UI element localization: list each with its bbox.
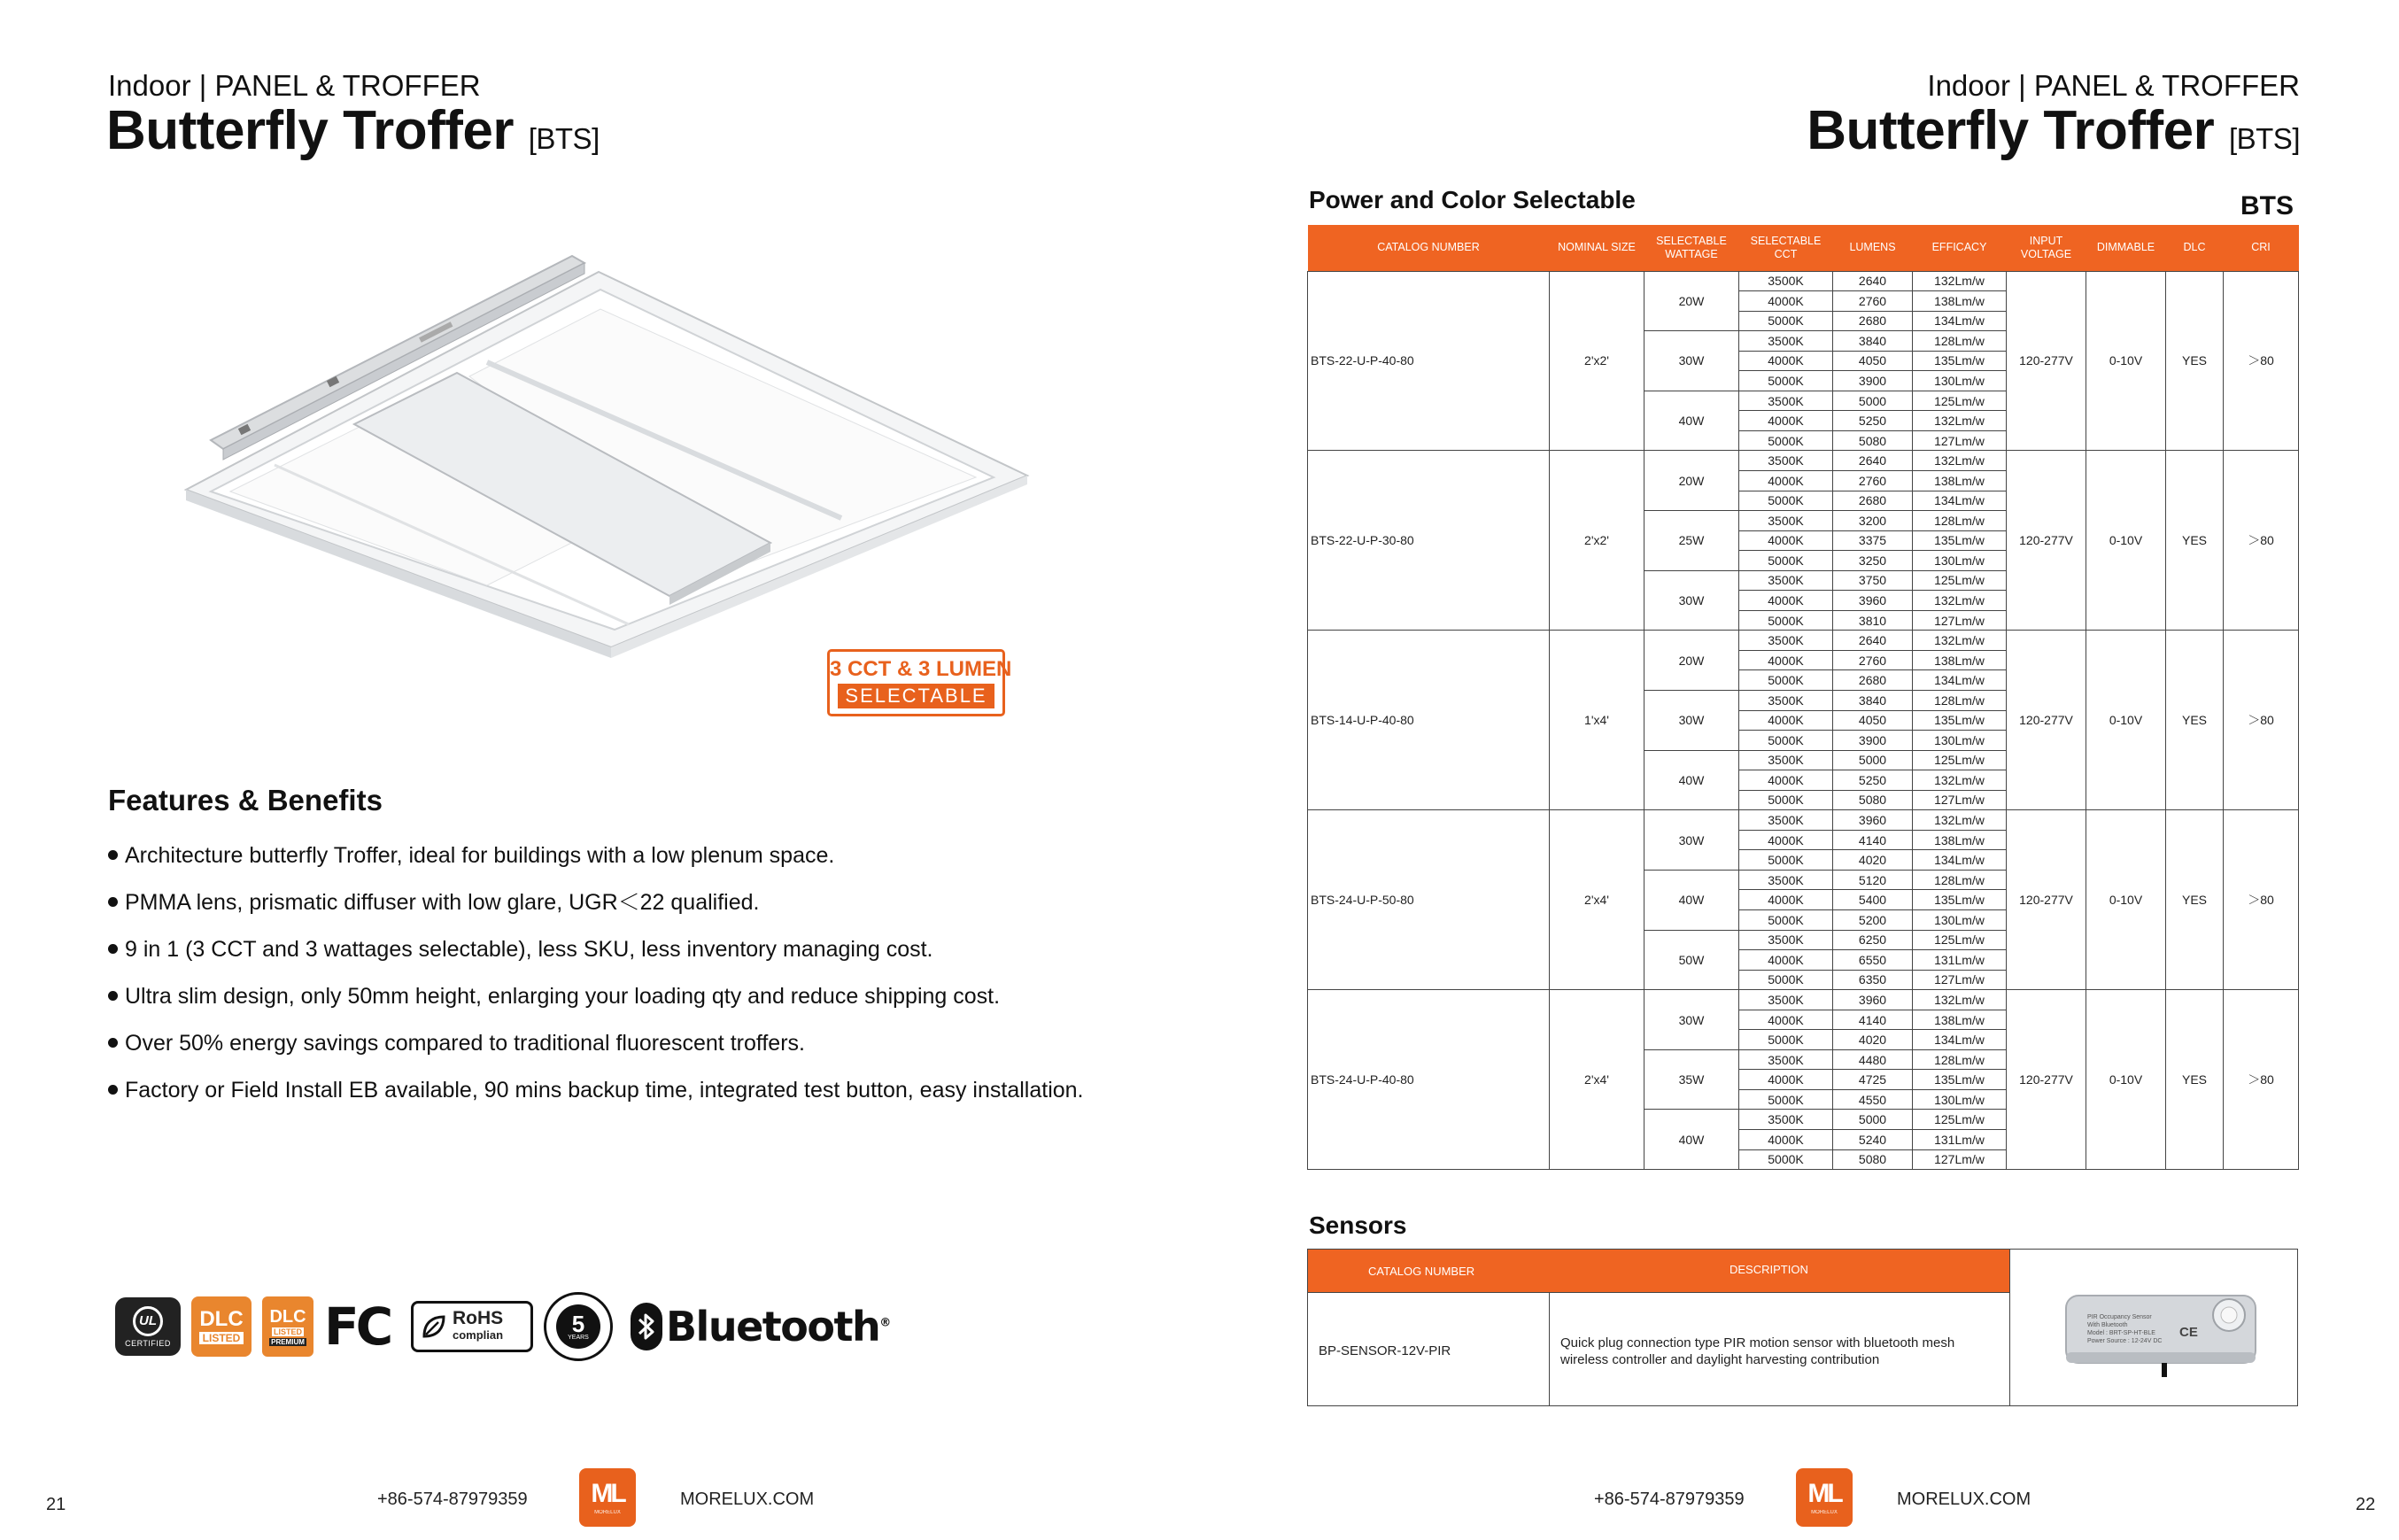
bullet-icon <box>108 991 118 1001</box>
efficacy-cell: 127Lm/w <box>1913 430 2007 451</box>
features-heading: Features & Benefits <box>108 784 383 816</box>
dimmable-cell: 0-10V <box>2086 990 2166 1170</box>
sensor-table <box>1307 1249 2298 1406</box>
input-voltage-cell: 120-277V <box>2007 631 2086 810</box>
lumens-cell: 2680 <box>1833 311 1913 331</box>
efficacy-cell: 134Lm/w <box>1913 670 2007 691</box>
certification-logos <box>115 1293 890 1360</box>
lumens-cell: 4020 <box>1833 850 1913 871</box>
left-phone: +86-574-87979359 <box>377 1490 528 1509</box>
cct-cell: 3500K <box>1739 451 1833 471</box>
dimmable-cell: 0-10V <box>2086 810 2166 990</box>
col-header: NOMINAL SIZE <box>1550 225 1644 271</box>
cct-cell: 4000K <box>1739 470 1833 491</box>
col-header: INPUT VOLTAGE <box>2007 225 2086 271</box>
spec-table <box>1307 225 2299 1170</box>
dlc-premium-sub: LISTED <box>273 1327 302 1336</box>
cct-cell: 3500K <box>1739 391 1833 411</box>
cct-cell: 4000K <box>1739 1010 1833 1030</box>
lumens-cell: 4550 <box>1833 1089 1913 1110</box>
dlc-premium-icon <box>262 1296 313 1357</box>
lumens-cell: 2680 <box>1833 670 1913 691</box>
feature-item <box>108 888 1171 935</box>
sensor-col-description: DESCRIPTION <box>1730 1263 1808 1276</box>
wattage-cell: 30W <box>1644 570 1739 631</box>
lumens-cell: 5080 <box>1833 1149 1913 1170</box>
lumens-cell: 5250 <box>1833 411 1913 431</box>
dlc-mark: DLC <box>199 1307 244 1331</box>
cct-cell: 5000K <box>1739 311 1833 331</box>
efficacy-cell: 125Lm/w <box>1913 1110 2007 1130</box>
cct-cell: 5000K <box>1739 970 1833 990</box>
efficacy-cell: 134Lm/w <box>1913 311 2007 331</box>
dlc-premium-mark: DLC <box>269 1306 306 1327</box>
sensors-heading: Sensors <box>1309 1211 1407 1239</box>
lumens-cell: 5400 <box>1833 890 1913 910</box>
lumens-cell: 5000 <box>1833 1110 1913 1130</box>
efficacy-cell: 132Lm/w <box>1913 990 2007 1010</box>
dlc-cell: YES <box>2166 810 2224 990</box>
col-header: DLC <box>2166 225 2224 271</box>
efficacy-cell: 125Lm/w <box>1913 391 2007 411</box>
col-header: CRI <box>2224 225 2299 271</box>
lumens-cell: 3900 <box>1833 731 1913 751</box>
efficacy-cell: 127Lm/w <box>1913 790 2007 810</box>
efficacy-cell: 135Lm/w <box>1913 890 2007 910</box>
catalog-number-cell: BTS-22-U-P-40-80 <box>1308 271 1550 451</box>
cct-cell: 4000K <box>1739 830 1833 850</box>
spec-row <box>1308 451 2299 471</box>
lumens-cell: 3200 <box>1833 511 1913 531</box>
efficacy-cell: 125Lm/w <box>1913 570 2007 591</box>
cct-cell: 5000K <box>1739 670 1833 691</box>
cct-cell: 4000K <box>1739 950 1833 971</box>
input-voltage-cell: 120-277V <box>2007 451 2086 631</box>
catalog-number-cell: BTS-24-U-P-40-80 <box>1308 990 1550 1170</box>
lumens-cell: 3750 <box>1833 570 1913 591</box>
cct-cell: 5000K <box>1739 491 1833 511</box>
lumens-cell: 2760 <box>1833 291 1913 312</box>
dlc-cell: YES <box>2166 271 2224 451</box>
dlc-sub: LISTED <box>199 1332 244 1344</box>
pir-sensor-icon <box>2061 1278 2264 1384</box>
left-title <box>106 99 600 162</box>
lumens-cell: 3840 <box>1833 331 1913 352</box>
lumens-cell: 2760 <box>1833 470 1913 491</box>
input-voltage-cell: 120-277V <box>2007 271 2086 451</box>
right-title <box>1807 99 2300 162</box>
cct-cell: 4000K <box>1739 710 1833 731</box>
cct-cell: 3500K <box>1739 930 1833 950</box>
lumens-cell: 6350 <box>1833 970 1913 990</box>
col-header: SELECTABLE CCT <box>1739 225 1833 271</box>
leaf-icon <box>421 1313 447 1340</box>
nominal-size-cell: 2'x2' <box>1550 271 1644 451</box>
ce-mark: CE <box>2179 1325 2198 1340</box>
efficacy-cell: 130Lm/w <box>1913 1089 2007 1110</box>
sensor-label-line: With Bluetooth <box>2087 1322 2128 1328</box>
dlc-cell: YES <box>2166 451 2224 631</box>
lumens-cell: 4050 <box>1833 710 1913 731</box>
sensor-description-line: Quick plug connection type PIR motion sensor with bluetooth mesh <box>1560 1335 1955 1350</box>
rohs-icon <box>411 1301 533 1352</box>
efficacy-cell: 135Lm/w <box>1913 351 2007 371</box>
lumens-cell: 5120 <box>1833 870 1913 890</box>
cct-cell: 4000K <box>1739 291 1833 312</box>
col-header: SELECTABLE WATTAGE <box>1644 225 1739 271</box>
lumens-cell: 4480 <box>1833 1049 1913 1070</box>
cct-cell: 3500K <box>1739 810 1833 831</box>
nominal-size-cell: 2'x4' <box>1550 990 1644 1170</box>
lumens-cell: 5240 <box>1833 1130 1913 1150</box>
lumens-cell: 3810 <box>1833 610 1913 631</box>
cct-cell: 4000K <box>1739 411 1833 431</box>
rohs-sub: complian <box>453 1328 504 1342</box>
cri-cell: ＞80 <box>2224 810 2299 990</box>
cct-cell: 4000K <box>1739 351 1833 371</box>
wattage-cell: 40W <box>1644 750 1739 810</box>
lumens-cell: 3250 <box>1833 551 1913 571</box>
warranty-years: 5 <box>571 1310 585 1337</box>
sensor-catalog-number: BP-SENSOR-12V-PIR <box>1319 1343 1451 1358</box>
feature-item <box>108 935 1171 982</box>
morelux-logo: ML MORELUX <box>1796 1468 1853 1527</box>
cct-cell: 3500K <box>1739 1110 1833 1130</box>
nominal-size-cell: 2'x2' <box>1550 451 1644 631</box>
lumens-cell: 3960 <box>1833 810 1913 831</box>
efficacy-cell: 132Lm/w <box>1913 631 2007 651</box>
efficacy-cell: 134Lm/w <box>1913 850 2007 871</box>
efficacy-cell: 130Lm/w <box>1913 731 2007 751</box>
cct-cell: 3500K <box>1739 870 1833 890</box>
ul-caption: CERTIFIED <box>125 1338 171 1348</box>
logo-text: ML <box>591 1478 624 1508</box>
lumens-cell: 5250 <box>1833 770 1913 791</box>
wattage-cell: 30W <box>1644 690 1739 750</box>
cct-cell: 5000K <box>1739 731 1833 751</box>
sensor-description <box>1560 1335 1954 1368</box>
lumens-cell: 2760 <box>1833 650 1913 670</box>
feature-item <box>108 982 1171 1029</box>
efficacy-cell: 130Lm/w <box>1913 371 2007 391</box>
dimmable-cell: 0-10V <box>2086 271 2166 451</box>
spec-row <box>1308 810 2299 831</box>
lumens-cell: 4140 <box>1833 830 1913 850</box>
cct-cell: 4000K <box>1739 890 1833 910</box>
cct-cell: 3500K <box>1739 1049 1833 1070</box>
cct-cell: 5000K <box>1739 371 1833 391</box>
efficacy-cell: 132Lm/w <box>1913 271 2007 291</box>
sensor-header-row <box>1308 1250 2009 1292</box>
cct-cell: 4000K <box>1739 1070 1833 1090</box>
efficacy-cell: 125Lm/w <box>1913 750 2007 770</box>
lumens-cell: 5200 <box>1833 910 1913 931</box>
dlc-listed-icon <box>191 1296 252 1357</box>
cct-cell: 5000K <box>1739 790 1833 810</box>
left-title-text: Butterfly Troffer <box>106 100 514 161</box>
lumens-cell: 6250 <box>1833 930 1913 950</box>
spec-row <box>1308 631 2299 651</box>
cct-cell: 4000K <box>1739 650 1833 670</box>
cri-cell: ＞80 <box>2224 451 2299 631</box>
sensor-col-catalog: CATALOG NUMBER <box>1368 1265 1475 1278</box>
feature-text: Architecture butterfly Troffer, ideal for buildings with a low plenum space. <box>125 843 835 868</box>
wattage-cell: 50W <box>1644 930 1739 990</box>
lumens-cell: 3960 <box>1833 990 1913 1010</box>
bluetooth-icon <box>631 1303 662 1350</box>
bullet-icon <box>108 1038 118 1048</box>
feature-text: Factory or Field Install EB available, 90 mins backup time, integrated test button, easy installation. <box>125 1078 1084 1103</box>
feature-item <box>108 841 1171 888</box>
bullet-icon <box>108 897 118 907</box>
cct-cell: 3500K <box>1739 570 1833 591</box>
wattage-cell: 30W <box>1644 810 1739 871</box>
catalog-number-cell: BTS-22-U-P-30-80 <box>1308 451 1550 631</box>
cct-cell: 5000K <box>1739 850 1833 871</box>
efficacy-cell: 134Lm/w <box>1913 491 2007 511</box>
efficacy-cell: 128Lm/w <box>1913 331 2007 352</box>
lumens-cell: 5080 <box>1833 790 1913 810</box>
efficacy-cell: 131Lm/w <box>1913 1130 2007 1150</box>
feature-text: Ultra slim design, only 50mm height, enlarging your loading qty and reduce shipping cost. <box>125 984 1001 1009</box>
right-page-number: 22 <box>2356 1495 2376 1514</box>
efficacy-cell: 128Lm/w <box>1913 870 2007 890</box>
efficacy-cell: 127Lm/w <box>1913 610 2007 631</box>
pir-sensor-image <box>2061 1278 2264 1384</box>
cct-cell: 4000K <box>1739 770 1833 791</box>
lumens-cell: 4725 <box>1833 1070 1913 1090</box>
cct-cell: 4000K <box>1739 1130 1833 1150</box>
lumens-cell: 5080 <box>1833 430 1913 451</box>
bullet-icon <box>108 944 118 954</box>
series-label: BTS <box>2240 191 2294 221</box>
cct-cell: 3500K <box>1739 750 1833 770</box>
cct-lumen-selectable-badge <box>827 649 1012 716</box>
wattage-cell: 40W <box>1644 391 1739 451</box>
cct-cell: 4000K <box>1739 591 1833 611</box>
efficacy-cell: 138Lm/w <box>1913 1010 2007 1030</box>
lumens-cell: 2680 <box>1833 491 1913 511</box>
cct-cell: 5000K <box>1739 1149 1833 1170</box>
lumens-cell: 2640 <box>1833 451 1913 471</box>
col-header: EFFICACY <box>1913 225 2007 271</box>
right-title-text: Butterfly Troffer <box>1807 100 2215 161</box>
right-subtitle: Indoor | PANEL & TROFFER <box>1927 69 2300 102</box>
efficacy-cell: 128Lm/w <box>1913 690 2007 710</box>
lumens-cell: 2640 <box>1833 631 1913 651</box>
left-title-code: [BTS] <box>528 122 600 155</box>
efficacy-cell: 132Lm/w <box>1913 451 2007 471</box>
efficacy-cell: 132Lm/w <box>1913 591 2007 611</box>
efficacy-cell: 135Lm/w <box>1913 1070 2007 1090</box>
bluetooth-word: Bluetooth <box>666 1303 880 1350</box>
warranty-label: YEARS <box>568 1334 589 1341</box>
wattage-cell: 30W <box>1644 990 1739 1050</box>
ul-certified-icon <box>115 1297 181 1356</box>
cct-cell: 5000K <box>1739 430 1833 451</box>
right-website[interactable]: MORELUX.COM <box>1897 1490 2031 1509</box>
dimmable-cell: 0-10V <box>2086 451 2166 631</box>
sensor-label-line: Model : BRT-SP-HT-BLE <box>2087 1330 2155 1336</box>
spec-row <box>1308 990 2299 1010</box>
bluetooth-logo: Bluetooth® <box>631 1303 890 1350</box>
lumens-cell: 3375 <box>1833 530 1913 551</box>
power-color-heading: Power and Color Selectable <box>1309 186 1636 213</box>
badge-line-1: 3 CCT & 3 LUMEN <box>830 657 1012 681</box>
cct-cell: 3500K <box>1739 631 1833 651</box>
wattage-cell: 25W <box>1644 511 1739 571</box>
lumens-cell: 5000 <box>1833 750 1913 770</box>
lumens-cell: 4050 <box>1833 351 1913 371</box>
cct-cell: 4000K <box>1739 530 1833 551</box>
input-voltage-cell: 120-277V <box>2007 810 2086 990</box>
efficacy-cell: 138Lm/w <box>1913 830 2007 850</box>
lumens-cell: 3840 <box>1833 690 1913 710</box>
wattage-cell: 40W <box>1644 870 1739 930</box>
fcc-icon: FC <box>324 1296 391 1357</box>
left-page-number: 21 <box>46 1495 66 1514</box>
logo-text: ML <box>1807 1478 1841 1508</box>
features-list <box>108 841 1171 1123</box>
efficacy-cell: 138Lm/w <box>1913 470 2007 491</box>
lumens-cell: 3900 <box>1833 371 1913 391</box>
wattage-cell: 20W <box>1644 271 1739 331</box>
cri-cell: ＞80 <box>2224 271 2299 451</box>
spec-header-row <box>1308 225 2299 271</box>
bullet-icon <box>108 850 118 860</box>
badge-line-2: SELECTABLE <box>838 684 994 708</box>
right-phone: +86-574-87979359 <box>1594 1490 1745 1509</box>
cct-cell: 5000K <box>1739 610 1833 631</box>
feature-text: Over 50% energy savings compared to traditional fluorescent troffers. <box>125 1031 805 1056</box>
feature-text: PMMA lens, prismatic diffuser with low glare, UGR＜22 qualified. <box>125 890 760 915</box>
efficacy-cell: 138Lm/w <box>1913 291 2007 312</box>
efficacy-cell: 132Lm/w <box>1913 770 2007 791</box>
col-header: CATALOG NUMBER <box>1308 225 1550 271</box>
morelux-logo: ML MORELUX <box>579 1468 636 1527</box>
efficacy-cell: 128Lm/w <box>1913 1049 2007 1070</box>
dlc-cell: YES <box>2166 990 2224 1170</box>
warranty-5-years-icon <box>544 1292 613 1361</box>
spec-row <box>1308 271 2299 291</box>
catalog-number-cell: BTS-14-U-P-40-80 <box>1308 631 1550 810</box>
cct-cell: 5000K <box>1739 1089 1833 1110</box>
efficacy-cell: 135Lm/w <box>1913 530 2007 551</box>
lumens-cell: 3960 <box>1833 591 1913 611</box>
lumens-cell: 5000 <box>1833 391 1913 411</box>
efficacy-cell: 125Lm/w <box>1913 930 2007 950</box>
cct-cell: 3500K <box>1739 511 1833 531</box>
efficacy-cell: 138Lm/w <box>1913 650 2007 670</box>
efficacy-cell: 134Lm/w <box>1913 1030 2007 1050</box>
nominal-size-cell: 2'x4' <box>1550 810 1644 990</box>
right-title-code: [BTS] <box>2228 122 2300 155</box>
sensor-label-line: Power Source : 12-24V DC <box>2087 1338 2163 1344</box>
bullet-icon <box>108 1085 118 1095</box>
feature-text: 9 in 1 (3 CCT and 3 wattages selectable), less SKU, less inventory managing cost. <box>125 937 933 962</box>
lumens-cell: 4140 <box>1833 1010 1913 1030</box>
efficacy-cell: 131Lm/w <box>1913 950 2007 971</box>
cri-cell: ＞80 <box>2224 990 2299 1170</box>
cct-cell: 5000K <box>1739 910 1833 931</box>
cct-cell: 3500K <box>1739 271 1833 291</box>
dlc-cell: YES <box>2166 631 2224 810</box>
col-header: LUMENS <box>1833 225 1913 271</box>
ul-mark: UL <box>133 1306 163 1336</box>
cct-cell: 5000K <box>1739 1030 1833 1050</box>
wattage-cell: 40W <box>1644 1110 1739 1170</box>
rohs-mark: RoHS <box>453 1308 504 1328</box>
cri-cell: ＞80 <box>2224 631 2299 810</box>
wattage-cell: 20W <box>1644 631 1739 691</box>
feature-item <box>108 1029 1171 1076</box>
lumens-cell: 4020 <box>1833 1030 1913 1050</box>
efficacy-cell: 130Lm/w <box>1913 910 2007 931</box>
lumens-cell: 6550 <box>1833 950 1913 971</box>
left-subtitle: Indoor | PANEL & TROFFER <box>108 69 481 102</box>
efficacy-cell: 132Lm/w <box>1913 411 2007 431</box>
efficacy-cell: 135Lm/w <box>1913 710 2007 731</box>
cct-cell: 3500K <box>1739 690 1833 710</box>
dimmable-cell: 0-10V <box>2086 631 2166 810</box>
cct-cell: 3500K <box>1739 990 1833 1010</box>
efficacy-cell: 132Lm/w <box>1913 810 2007 831</box>
troffer-product-image <box>168 252 1045 660</box>
efficacy-cell: 127Lm/w <box>1913 1149 2007 1170</box>
nominal-size-cell: 1'x4' <box>1550 631 1644 810</box>
wattage-cell: 35W <box>1644 1049 1739 1110</box>
wattage-cell: 20W <box>1644 451 1739 511</box>
left-website[interactable]: MORELUX.COM <box>680 1490 815 1509</box>
efficacy-cell: 130Lm/w <box>1913 551 2007 571</box>
sensor-label-line: PIR Occupancy Sensor <box>2087 1314 2152 1320</box>
efficacy-cell: 128Lm/w <box>1913 511 2007 531</box>
sensor-description-line: wireless controller and daylight harvesting contribution <box>1560 1352 1880 1367</box>
cct-cell: 3500K <box>1739 331 1833 352</box>
input-voltage-cell: 120-277V <box>2007 990 2086 1170</box>
spec-body <box>1308 271 2299 1170</box>
lumens-cell: 2640 <box>1833 271 1913 291</box>
feature-item <box>108 1076 1171 1123</box>
cct-cell: 5000K <box>1739 551 1833 571</box>
col-header: DIMMABLE <box>2086 225 2166 271</box>
efficacy-cell: 127Lm/w <box>1913 970 2007 990</box>
wattage-cell: 30W <box>1644 331 1739 391</box>
dlc-premium-tag: PREMIUM <box>271 1337 305 1346</box>
catalog-number-cell: BTS-24-U-P-50-80 <box>1308 810 1550 990</box>
